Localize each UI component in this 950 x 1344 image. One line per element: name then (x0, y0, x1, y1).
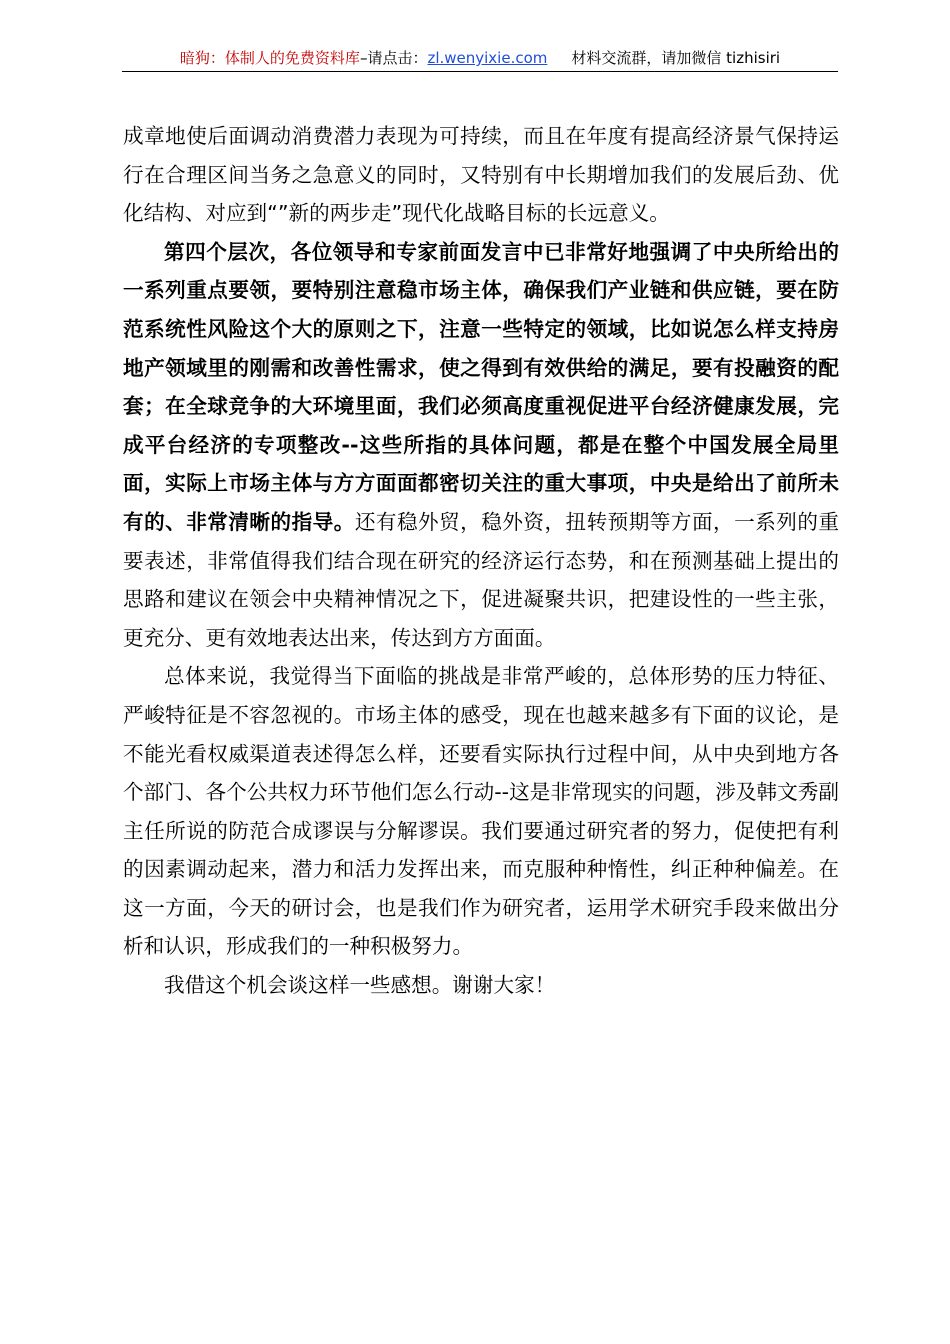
paragraph-summary: 总体来说，我觉得当下面临的挑战是非常严峻的，总体形势的压力特征、严峻特征是不容忽视的。市场主体的感受，现在也越来越多有下面的议论，是不能光看权威渠道表述得怎么样，还要看实际执行过程中间，从中央到地方各个部门、各个公共权力环节他们怎么行动--这是非常现实的问题，涉及韩文秀副主任所说的防范合成谬误与分解谬误。我们要通过研究者的努力，促使把有利的因素调动起来，潜力和活力发挥出来，而克服种种惰性，纠正种种偏差。在这一方面，今天的研讨会，也是我们作为研究者，运用学术研究手段来做出分析和认识，形成我们的一种积极努力。 (123, 664, 839, 959)
paragraph-regular-text: 还有稳外贸，稳外资，扭转预期等方面，一系列的重要表述，非常值得我们结合现在研究的经济运行态势，和在预测基础上提出的思路和建议在领会中央精神情况之下，促进凝聚共识，把建设性的一些主张，更充分、更有效地表达出来，传达到方方面面。 (123, 509, 840, 650)
header-link[interactable]: zl.wenyixie.com (427, 49, 548, 67)
header-separator: –请点击： (359, 49, 428, 67)
header-divider (122, 71, 838, 72)
paragraph-fourth-level (123, 233, 839, 658)
paragraph-closing: 我借这个机会谈这样一些感想。谢谢大家！ (164, 973, 556, 998)
paragraph-bold-text: 第四个层次，各位领导和专家前面发言中已非常好地强调了中央所给出的一系列重点要领，要特别注意稳市场主体，确保我们产业链和供应链，要在防范系统性风险这个大的原则之下，注意一些特定的领域，比如说怎么样支持房地产领域里的刚需和改善性需求，使之得到有效供给的满足，要有投融资的配套；在全球竞争的大环境里面，我们必须高度重视促进平台经济健康发展，完成平台经济的专项整改--这些所指的具体问题，都是在整个中国发展全局里面，实际上市场主体与方方面面都密切关注的重大事项，中央是给出了前所未有的、非常清晰的指导。 (123, 239, 839, 534)
header-note: 材料交流群，请加微信 tizhisiri (571, 49, 781, 67)
page-header (122, 44, 838, 72)
paragraph-continuation: 成章地使后面调动消费潜力表现为可持续，而且在年度有提高经济景气保持运行在合理区间当务之急意义的同时，又特别有中长期增加我们的发展后劲、优化结构、对应到“”新的两步走”现代化战略目标的长远意义。 (123, 124, 839, 226)
document-body (123, 117, 839, 1005)
header-brand: 暗狗：体制人的免费资料库 (179, 49, 360, 67)
